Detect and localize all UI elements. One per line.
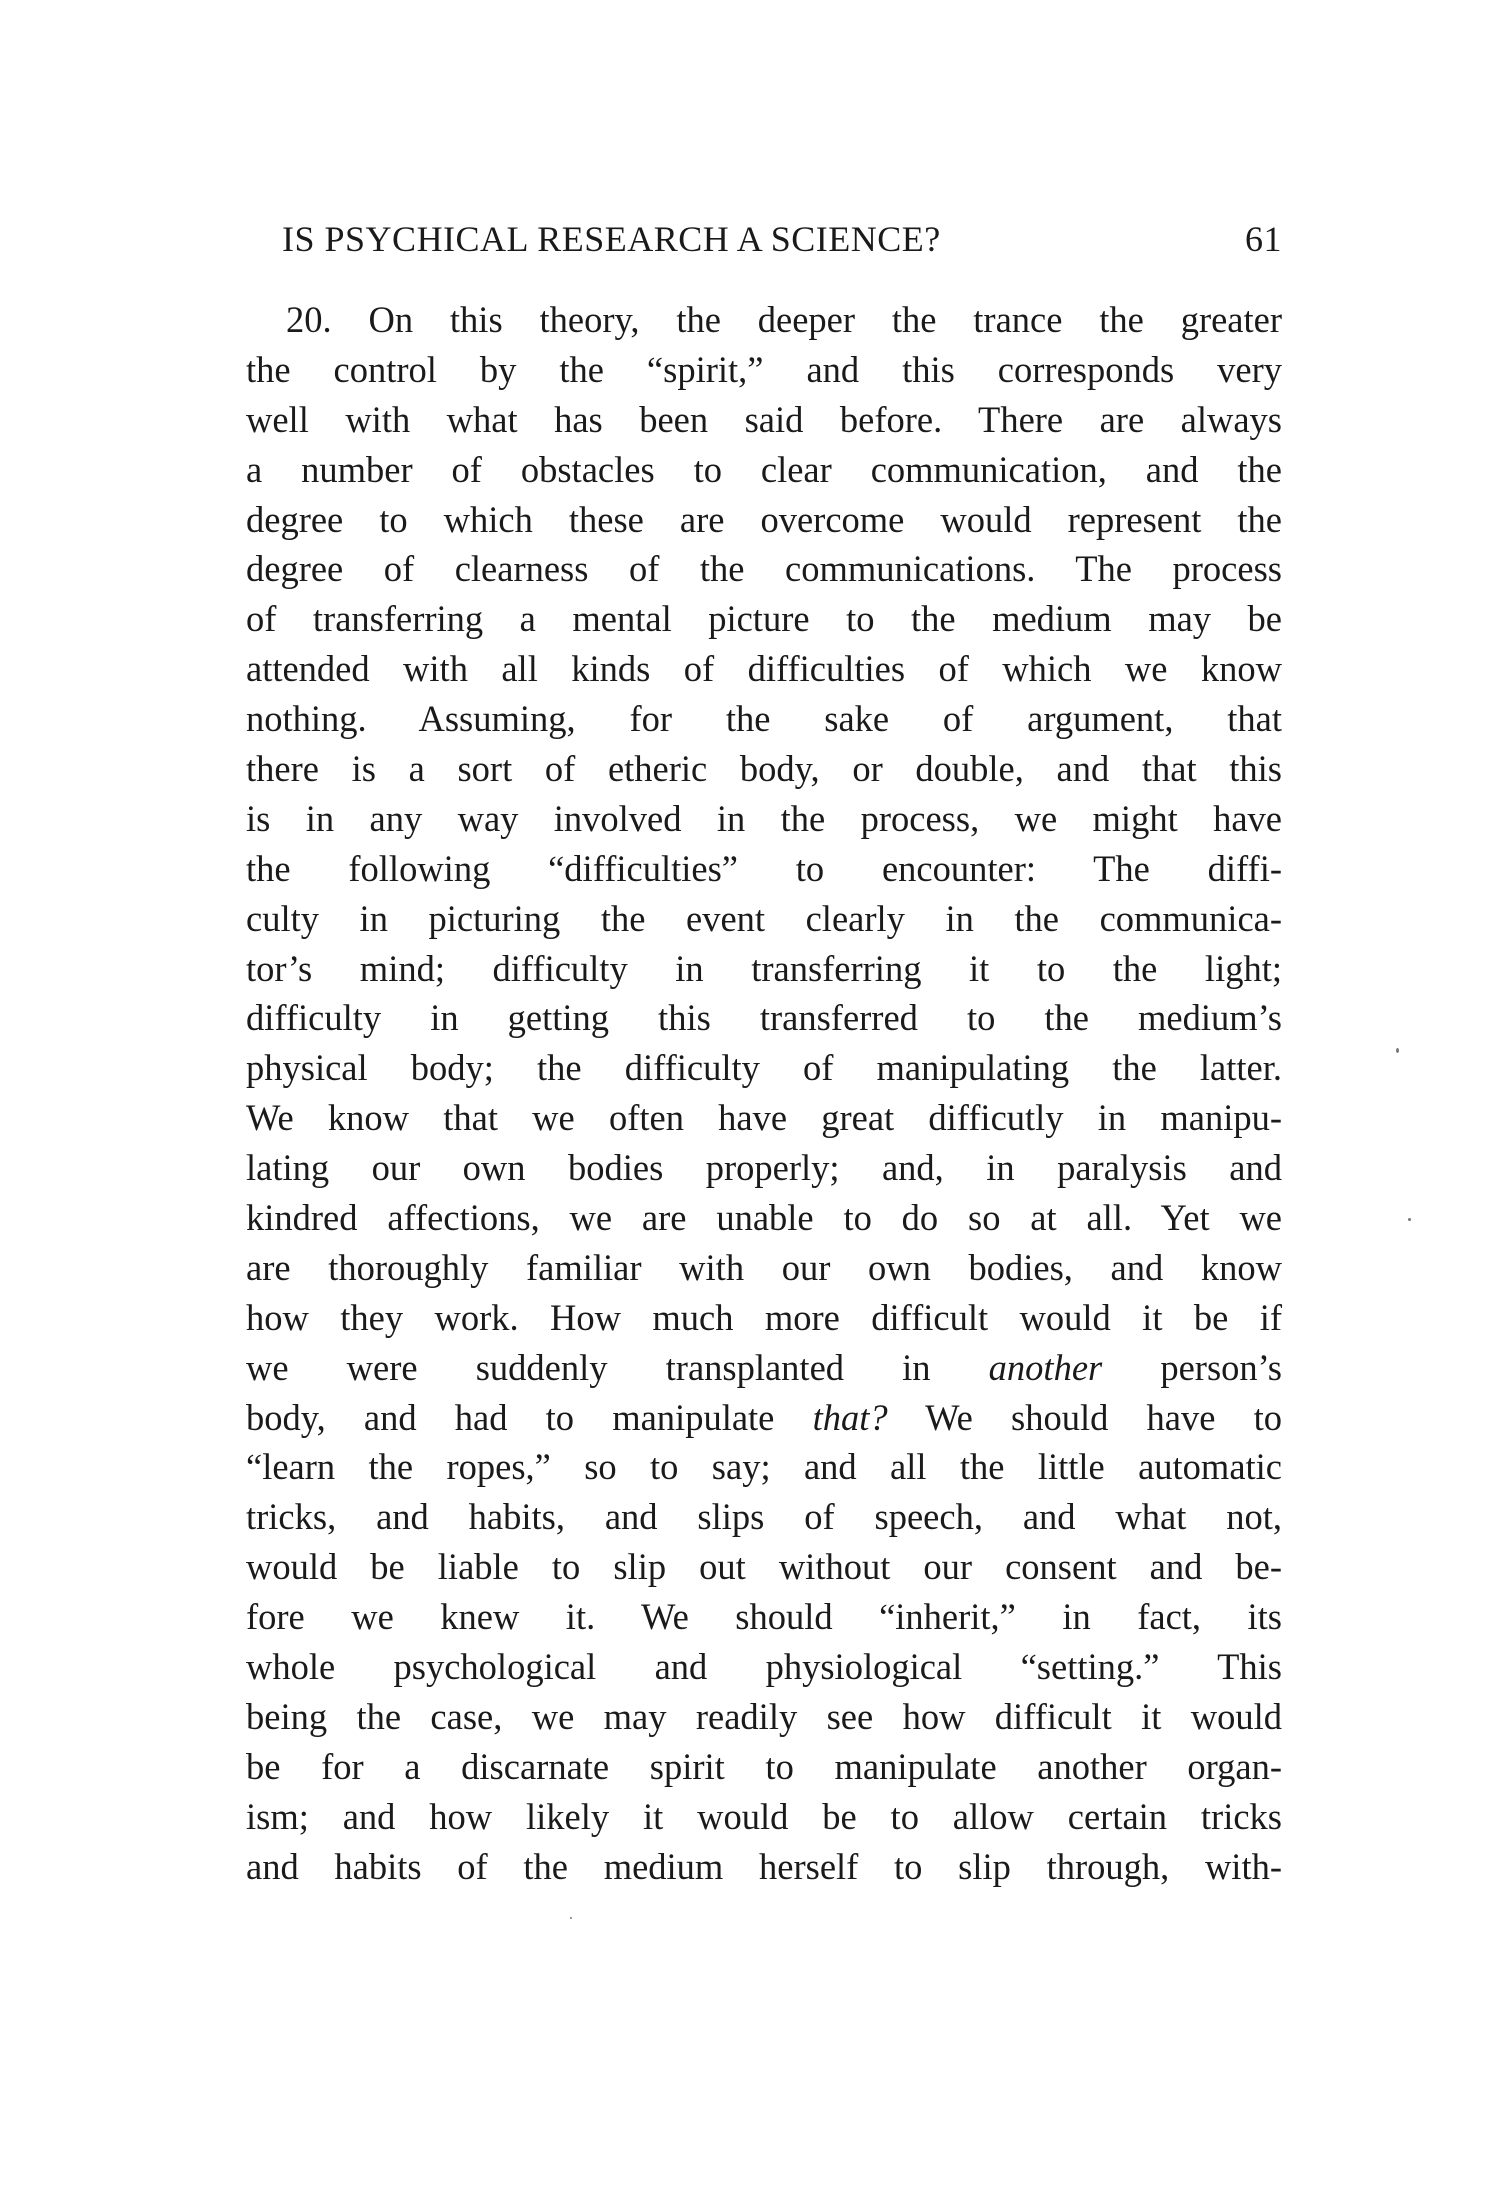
speck-mark bbox=[570, 1917, 572, 1919]
text-line: a number of obstacles to clear communication, and the bbox=[246, 448, 1282, 490]
text-line: tricks, and habits, and slips of speech, and what not, bbox=[246, 1496, 1282, 1538]
text-line: being the case, we may readily see how difficult it would bbox=[246, 1695, 1282, 1737]
text-line: is in any way involved in the process, we might have bbox=[246, 797, 1282, 839]
italic-emphasis: another bbox=[988, 1346, 1103, 1388]
text-line: culty in picturing the event clearly in the communica- bbox=[246, 897, 1282, 939]
text-line: lating our own bodies properly; and, in paralysis and bbox=[246, 1147, 1282, 1189]
text-line: 20. On this theory, the deeper the trance the greater bbox=[286, 299, 1282, 340]
text-line: and habits of the medium herself to slip through, with- bbox=[246, 1845, 1282, 1887]
text-line: are thoroughly familiar with our own bodies, and know bbox=[246, 1246, 1282, 1288]
text-line: attended with all kinds of difficulties of which we know bbox=[246, 648, 1282, 690]
text-line: ism; and how likely it would be to allow certain tricks bbox=[246, 1795, 1282, 1837]
text-segment: We should have to bbox=[887, 1396, 1282, 1438]
text-line: of transferring a mental picture to the medium may be bbox=[246, 598, 1282, 640]
text-line: the control by the “spirit,” and this corresponds very bbox=[246, 348, 1282, 390]
running-title: IS PSYCHICAL RESEARCH A SCIENCE? bbox=[282, 219, 941, 259]
text-line: whole psychological and physiological “setting.” This bbox=[246, 1646, 1282, 1688]
text-segment: we were suddenly transplanted in bbox=[246, 1346, 989, 1388]
text-line: would be liable to slip out without our consent and be- bbox=[246, 1546, 1282, 1588]
text-line: degree to which these are overcome would represent the bbox=[246, 498, 1282, 540]
text-line: physical body; the difficulty of manipulating the latter. bbox=[246, 1047, 1282, 1089]
page-header bbox=[282, 218, 1282, 264]
text-line: kindred affections, we are unable to do so at all. Yet we bbox=[246, 1197, 1282, 1239]
text-segment: body, and had to manipulate bbox=[246, 1396, 813, 1438]
text-line: nothing. Assuming, for the sake of argument, that bbox=[246, 698, 1282, 740]
speck-mark bbox=[1396, 1048, 1399, 1053]
text-line: difficulty in getting this transferred to the medium’s bbox=[246, 997, 1282, 1039]
text-line: fore we knew it. We should “inherit,” in fact, its bbox=[246, 1596, 1282, 1638]
text-line: the following “difficulties” to encounter: The diffi- bbox=[246, 847, 1282, 889]
text-line: We know that we often have great difficutly in manipu- bbox=[246, 1097, 1282, 1139]
page-number: 61 bbox=[1245, 219, 1282, 259]
text-line: degree of clearness of the communications. The process bbox=[246, 548, 1282, 590]
text-line bbox=[246, 1393, 1282, 1443]
body-paragraph bbox=[246, 295, 1282, 1892]
speck-mark bbox=[1408, 1218, 1411, 1221]
text-line: there is a sort of etheric body, or double, and that this bbox=[246, 748, 1282, 790]
italic-emphasis: that? bbox=[812, 1396, 888, 1438]
text-line: tor’s mind; difficulty in transferring it to the light; bbox=[246, 947, 1282, 989]
text-line: well with what has been said before. There are always bbox=[246, 398, 1282, 440]
text-segment: person’s bbox=[1102, 1346, 1282, 1388]
text-line: be for a discarnate spirit to manipulate another organ- bbox=[246, 1745, 1282, 1787]
text-line: “learn the ropes,” so to say; and all the little automatic bbox=[246, 1446, 1282, 1488]
text-line bbox=[246, 1343, 1282, 1393]
text-line: how they work. How much more difficult would it be if bbox=[246, 1296, 1282, 1338]
